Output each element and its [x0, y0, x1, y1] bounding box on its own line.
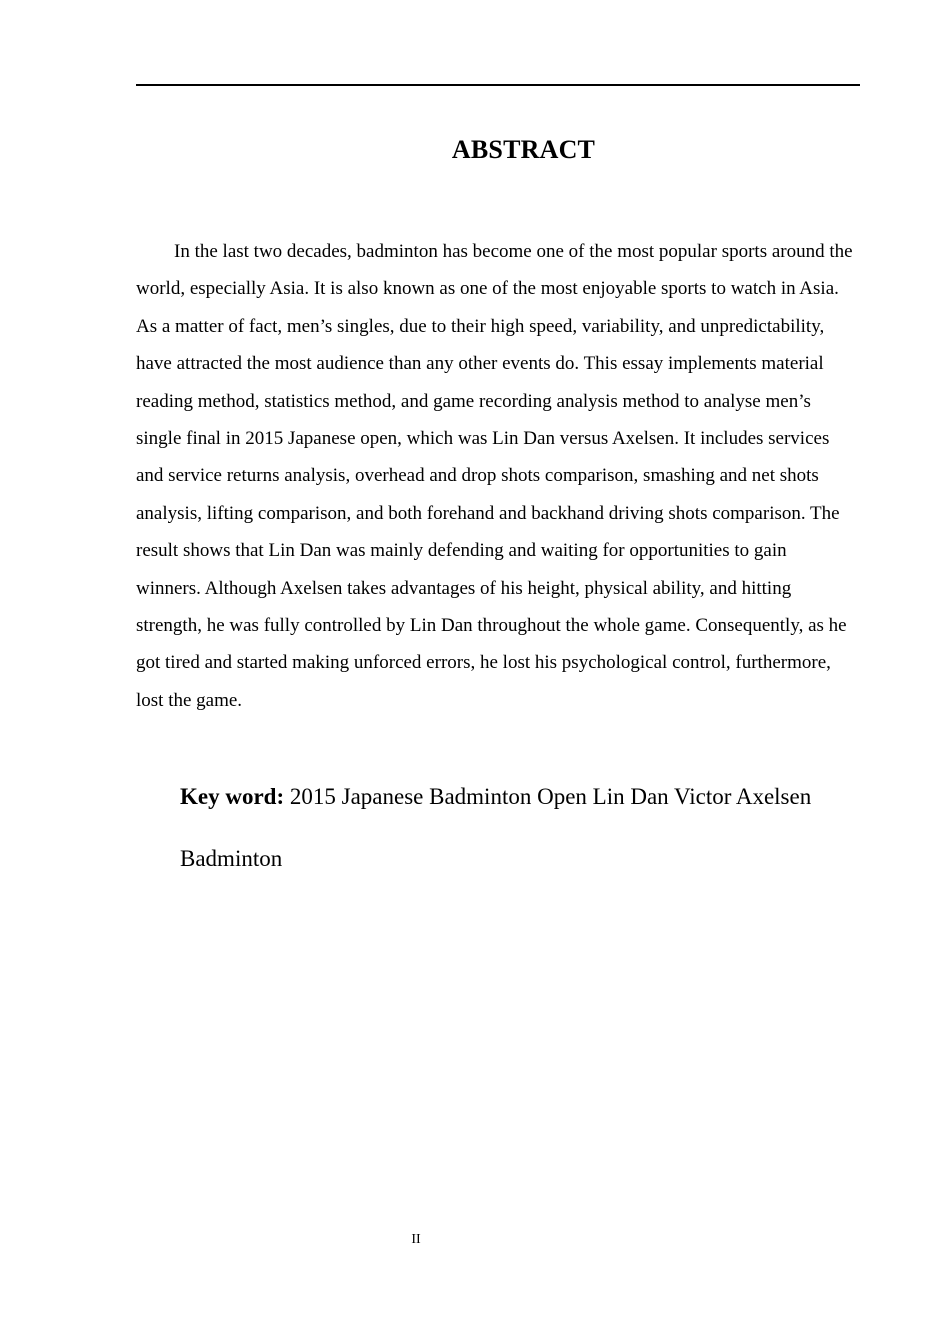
page-title: ABSTRACT — [451, 135, 596, 164]
abstract-line: result shows that Lin Dan was mainly defending and waiting for opportunities to gain — [136, 540, 787, 562]
abstract-line: As a matter of fact, men’s singles, due to their high speed, variability, and unpredictability, — [136, 315, 825, 337]
abstract-line: reading method, statistics method, and game recording analysis method to analyse men’s — [136, 390, 811, 412]
abstract-paragraph — [136, 233, 866, 719]
abstract-line: winners. Although Axelsen takes advantages of his height, physical ability, and hitting — [136, 577, 792, 599]
keywords-section — [180, 766, 860, 890]
abstract-line: single final in 2015 Japanese open, which was Lin Dan versus Axelsen. It includes services — [136, 428, 830, 450]
header-rule — [136, 84, 860, 86]
abstract-line: and service returns analysis, overhead and drop shots comparison, smashing and net shots — [136, 465, 819, 487]
abstract-line: strength, he was fully controlled by Lin Dan throughout the whole game. Consequently, as he — [136, 615, 847, 637]
keywords-list: 2015 Japanese Badminton Open Lin Dan Victor Axelsen — [284, 784, 812, 809]
keywords-line — [180, 766, 860, 828]
abstract-line: In the last two decades, badminton has become one of the most popular sports around the — [174, 241, 853, 262]
abstract-line: world, especially Asia. It is also known as one of the most enjoyable sports to watch in Asia. — [136, 278, 839, 300]
abstract-line: got tired and started making unforced errors, he lost his psychological control, furthermore, — [136, 652, 831, 674]
abstract-line: lost the game. — [136, 689, 243, 711]
page-number: II — [411, 1232, 421, 1247]
keywords-label: Key word: — [180, 784, 285, 809]
abstract-line: analysis, lifting comparison, and both forehand and backhand driving shots comparison. The — [136, 502, 840, 524]
abstract-line: have attracted the most audience than any other events do. This essay implements material — [136, 353, 824, 375]
keywords-continuation: Badminton — [180, 846, 283, 871]
